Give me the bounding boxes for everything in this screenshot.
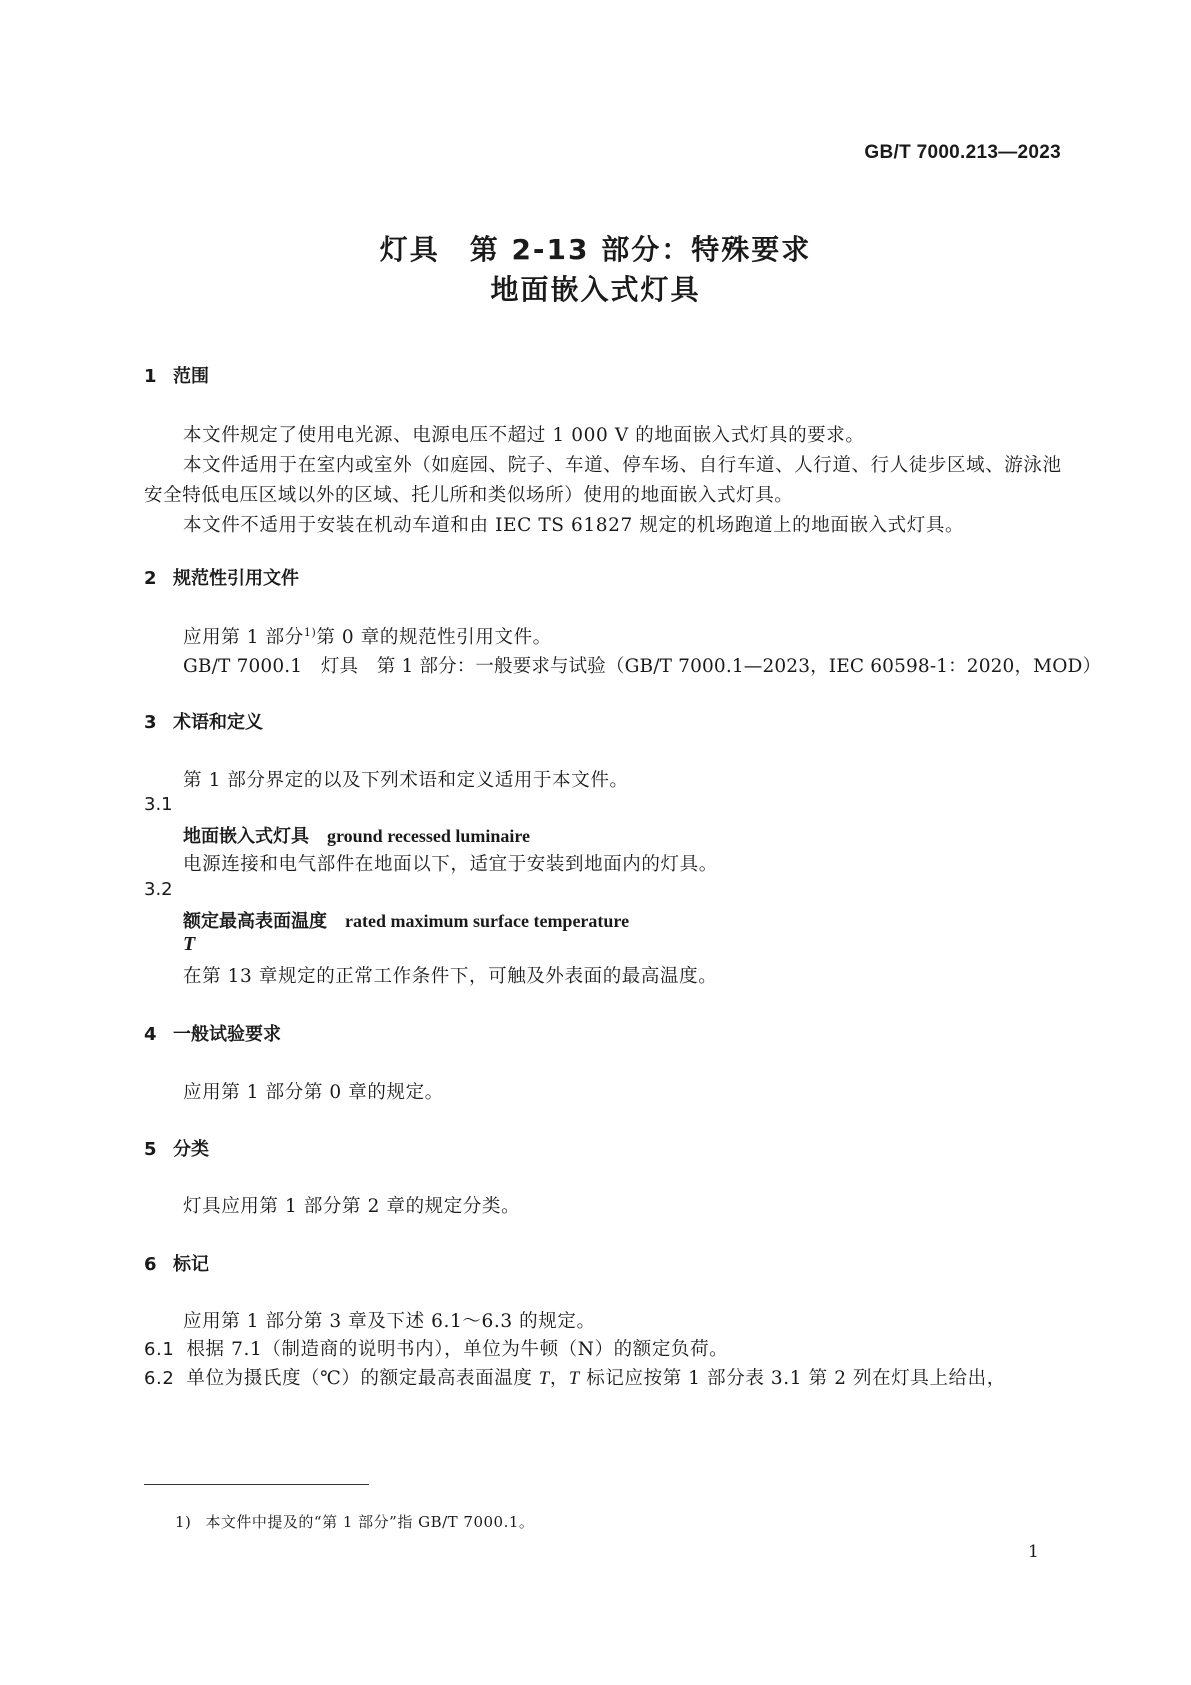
standard-code: GB/T 7000.213—2023	[864, 142, 1061, 163]
section-2-heading	[144, 564, 299, 590]
paragraph: 应用第 1 部分第 0 章的规定。	[183, 1082, 444, 1103]
text: 应用第 1 部分	[183, 627, 304, 648]
section-number: 4	[144, 1024, 157, 1045]
term-number: 3.1	[144, 794, 173, 815]
footnote-separator	[144, 1484, 369, 1485]
clause-6-2	[144, 1364, 1006, 1390]
footnote	[175, 1511, 534, 1532]
document-title-line2: 地面嵌入式灯具	[490, 273, 701, 306]
page-number: 1	[1028, 1542, 1039, 1562]
document-title-line1: 灯具 第 2-13 部分：特殊要求	[379, 233, 812, 266]
paragraph: 本文件适用于在室内或室外（如庭园、院子、车道、停车场、自行车道、人行道、行人徒步区域、游泳池	[183, 455, 1062, 476]
paragraph: 应用第 1 部分第 3 章及下述 6.1～6.3 的规定。	[183, 1311, 596, 1332]
variable-symbol: T	[568, 1369, 580, 1389]
text: 第 0 章的规范性引用文件。	[316, 627, 552, 648]
term-english: rated maximum surface temperature	[345, 911, 630, 931]
term-english: ground recessed luminaire	[327, 826, 531, 846]
section-number: 2	[144, 568, 157, 589]
paragraph-continuation: 安全特低电压区域以外的区域、托儿所和类似场所）使用的地面嵌入式灯具。	[144, 485, 794, 506]
term-chinese: 额定最高表面温度	[183, 911, 327, 932]
section-number: 1	[144, 366, 157, 387]
section-number: 5	[144, 1139, 157, 1160]
section-4-heading	[144, 1020, 281, 1046]
variable-symbol: T	[538, 1369, 550, 1389]
term-entry	[183, 907, 629, 933]
paragraph	[183, 623, 552, 649]
clause-text: 单位为摄氏度（℃）的额定最高表面温度	[186, 1368, 539, 1389]
clause-text: 标记应按第 1 部分表 3.1 第 2 列在灯具上给出，	[579, 1368, 1006, 1389]
paragraph: 本文件不适用于安装在机动车道和由 IEC TS 61827 规定的机场跑道上的地面嵌入式灯具。	[183, 515, 965, 536]
footnote-reference: 1)	[303, 626, 317, 639]
section-title: 规范性引用文件	[173, 568, 299, 589]
section-1-heading	[144, 362, 209, 388]
section-6-heading	[144, 1250, 209, 1276]
section-5-heading	[144, 1135, 209, 1161]
clause-text: 根据 7.1（制造商的说明书内），单位为牛顿（N）的额定负荷。	[186, 1339, 729, 1360]
clause-text: ，	[549, 1368, 569, 1389]
term-symbol: T	[183, 933, 196, 955]
paragraph: 第 1 部分界定的以及下列术语和定义适用于本文件。	[183, 770, 629, 791]
term-definition: 在第 13 章规定的正常工作条件下，可触及外表面的最高温度。	[183, 966, 718, 987]
clause-6-1	[144, 1335, 728, 1361]
section-title: 标记	[173, 1254, 209, 1275]
paragraph: 灯具应用第 1 部分第 2 章的规定分类。	[183, 1196, 521, 1217]
term-definition: 电源连接和电气部件在地面以下，适宜于安装到地面内的灯具。	[183, 854, 718, 875]
section-number: 6	[144, 1254, 157, 1275]
section-title: 范围	[173, 366, 209, 387]
clause-number: 6.1	[144, 1339, 175, 1360]
section-title: 术语和定义	[173, 712, 263, 733]
paragraph: 本文件规定了使用电光源、电源电压不超过 1 000 V 的地面嵌入式灯具的要求。	[183, 425, 865, 446]
section-title: 分类	[173, 1139, 209, 1160]
term-entry	[183, 822, 530, 848]
term-number: 3.2	[144, 879, 173, 900]
normative-reference: GB/T 7000.1 灯具 第 1 部分：一般要求与试验（GB/T 7000.1—2023，IEC 60598-1：2020，MOD）	[183, 656, 1102, 677]
term-chinese: 地面嵌入式灯具	[183, 826, 309, 847]
section-3-heading	[144, 708, 263, 734]
clause-number: 6.2	[144, 1368, 175, 1389]
section-title: 一般试验要求	[173, 1024, 281, 1045]
footnote-text: 本文件中提及的“第 1 部分”指 GB/T 7000.1。	[205, 1513, 535, 1531]
section-number: 3	[144, 712, 157, 733]
footnote-marker: 1)	[175, 1513, 192, 1531]
